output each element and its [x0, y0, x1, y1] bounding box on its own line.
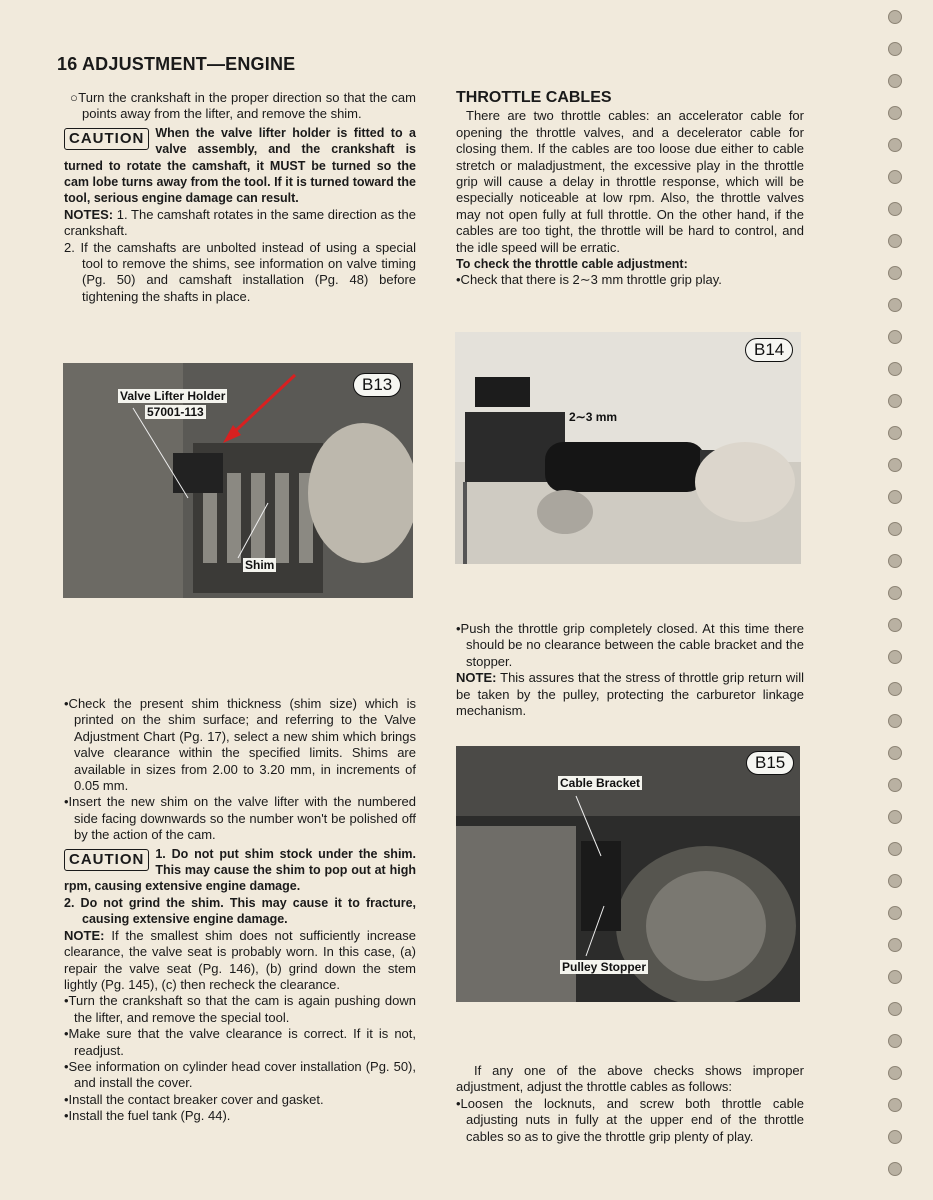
figure-badge-b14: B14 — [745, 338, 793, 362]
binder-ring — [888, 1098, 902, 1112]
note-3: If the smallest shim does not sufficiently increase clearance, the valve seat is probably worn. In this case, (a) repair the valve seat (Pg. 146), (b) grind down the stem lightly (Pg. 145), (c) then recheck the clearance. — [64, 927, 416, 992]
engine-photo-graphic — [63, 363, 413, 598]
photo-b13 — [63, 363, 413, 598]
notes-label: NOTES: — [64, 206, 114, 222]
binder-ring — [888, 1034, 902, 1048]
left-column-top — [64, 90, 416, 305]
photo-b14 — [455, 332, 801, 564]
binder-ring — [888, 234, 902, 248]
binder-rings — [884, 0, 914, 1200]
callout-grip-play: 2∼3 mm — [569, 410, 618, 424]
caution-text-2b: 2. Do not grind the shim. This may cause it to fracture, causing extensive engine damage. — [64, 895, 416, 927]
right-column-middle — [456, 621, 804, 719]
binder-ring — [888, 586, 902, 600]
binder-ring — [888, 682, 902, 696]
binder-ring — [888, 874, 902, 888]
note-pulley: This assures that the stress of throttle grip return will be taken by the pulley, protecting the carburetor linkage mechanism. — [456, 670, 804, 719]
step-install-cover: •See information on cylinder head cover installation (Pg. 50), and install the cover. — [64, 1058, 416, 1091]
binder-ring — [888, 42, 902, 56]
step-push-grip-closed: •Push the throttle grip completely closed. At this time there should be no clearance between the cable bracket and the stopper. — [456, 621, 804, 669]
note-label: NOTE: — [64, 927, 105, 943]
binder-ring — [888, 1130, 902, 1144]
step-turn-crankshaft: ○Turn the crankshaft in the proper direction so that the cam points away from the lifter, and remove the shim. — [70, 90, 416, 122]
binder-ring — [888, 650, 902, 664]
step-check-shim: •Check the present shim thickness (shim size) which is printed on the shim surface; and referring to the Valve Adjustment Chart (Pg. 17), select a new shim which brings valve clearance within the specified limits. Shims are available in sizes from 2.00 to 3.20 mm, in increments of 0.05 mm. — [64, 696, 416, 794]
binder-ring — [888, 394, 902, 408]
caution-block-2 — [64, 846, 416, 928]
caution-text-2a: 1. Do not put shim stock under the shim. This may cause the shim to pop out at high rpm, causing extensive engine damage. — [64, 846, 416, 894]
binder-ring — [888, 170, 902, 184]
subheading-check-adjustment: To check the throttle cable adjustment: — [456, 257, 688, 272]
note-block-right — [456, 670, 804, 719]
binder-ring — [888, 490, 902, 504]
caution-label-2: CAUTION — [64, 849, 149, 871]
binder-ring — [888, 330, 902, 344]
figure-badge-b15: B15 — [746, 751, 794, 775]
caution-text-1: When the valve lifter holder is fitted to a valve assembly, and the crankshaft is turned to rotate the camshaft, it MUST be turned so the cam lobe turns away from the tool. If it is turned toward the tool, serious engine damage can result. — [64, 125, 416, 206]
note-block — [64, 928, 416, 994]
binder-ring — [888, 266, 902, 280]
binder-ring — [888, 554, 902, 568]
binder-ring — [888, 362, 902, 376]
step-loosen-locknuts: •Loosen the locknuts, and screw both throttle cable adjusting nuts in fully at the upper end of the throttle cables so as to give the throttle grip plenty of play. — [456, 1095, 804, 1144]
binder-ring — [888, 10, 902, 24]
binder-ring — [888, 778, 902, 792]
binder-ring — [888, 906, 902, 920]
callout-valve-lifter-holder: Valve Lifter Holder — [120, 389, 226, 403]
binder-ring — [888, 970, 902, 984]
binder-ring — [888, 74, 902, 88]
binder-ring — [888, 298, 902, 312]
binder-ring — [888, 202, 902, 216]
section-heading-throttle-cables: THROTTLE CABLES — [456, 89, 612, 106]
callout-shim: Shim — [245, 558, 275, 572]
binder-ring — [888, 426, 902, 440]
throttle-grip-photo-graphic — [455, 332, 801, 564]
binder-ring — [888, 842, 902, 856]
binder-ring — [888, 714, 902, 728]
left-column-bottom — [64, 696, 416, 1125]
binder-ring — [888, 1066, 902, 1080]
binder-ring — [888, 810, 902, 824]
callout-cable-bracket: Cable Bracket — [560, 776, 641, 790]
page-title: 16 ADJUSTMENT—ENGINE — [57, 54, 296, 74]
right-column-bottom — [456, 1063, 804, 1145]
callout-pulley-stopper: Pulley Stopper — [562, 960, 647, 974]
step-check-grip-play: •Check that there is 2∼3 mm throttle grip play. — [456, 272, 722, 288]
note-2: 2. If the camshafts are unbolted instead of using a special tool to remove the shims, see information on valve timing (Pg. 50) and camshaft installation (Pg. 48) before tightening the shafts in place. — [64, 239, 416, 304]
step-verify-clearance: •Make sure that the valve clearance is correct. If it is not, readjust. — [64, 1026, 416, 1058]
note-1: 1. The camshaft rotates in the same direction as the crankshaft. — [64, 206, 416, 239]
callout-part-number: 57001-113 — [147, 405, 204, 419]
throttle-intro: There are two throttle cables: an accelerator cable for opening the throttle valves, and a decelerator cable for closing them. If the cables are too loose due either to cable stretch or maladjustment, the excessive play in the throttle grip will cause a delay in throttle response, which will be especially noticeable at low rpm. Also, the throttle valves may not open fully at full throttle. On the other hand, if the cables are too tight, the throttle will be hard to control, and the idle speed will be erratic. — [456, 108, 804, 255]
binder-ring — [888, 138, 902, 152]
binder-ring — [888, 746, 902, 760]
binder-ring — [888, 458, 902, 472]
step-turn-crankshaft-again: •Turn the crankshaft so that the cam is again pushing down the lifter, and remove the special tool. — [64, 993, 416, 1025]
right-column-top — [456, 90, 804, 289]
caution-block-1 — [64, 125, 416, 207]
binder-ring — [888, 618, 902, 632]
step-install-breaker-cover: •Install the contact breaker cover and gasket. — [64, 1091, 324, 1107]
binder-ring — [888, 938, 902, 952]
binder-ring — [888, 1162, 902, 1176]
step-install-fuel-tank: •Install the fuel tank (Pg. 44). — [64, 1108, 231, 1124]
figure-badge-b13: B13 — [353, 373, 401, 397]
binder-ring — [888, 106, 902, 120]
adjust-intro: If any one of the above checks shows improper adjustment, adjust the throttle cables as follows: — [456, 1063, 804, 1095]
caution-label: CAUTION — [64, 128, 149, 150]
step-insert-shim: •Insert the new shim on the valve lifter with the numbered side facing downwards so the number won't be polished off by the action of the cam. — [64, 794, 416, 843]
note-label-right: NOTE: — [456, 670, 497, 686]
binder-ring — [888, 522, 902, 536]
notes-block — [64, 207, 416, 240]
photo-b15 — [456, 746, 800, 1002]
binder-ring — [888, 1002, 902, 1016]
